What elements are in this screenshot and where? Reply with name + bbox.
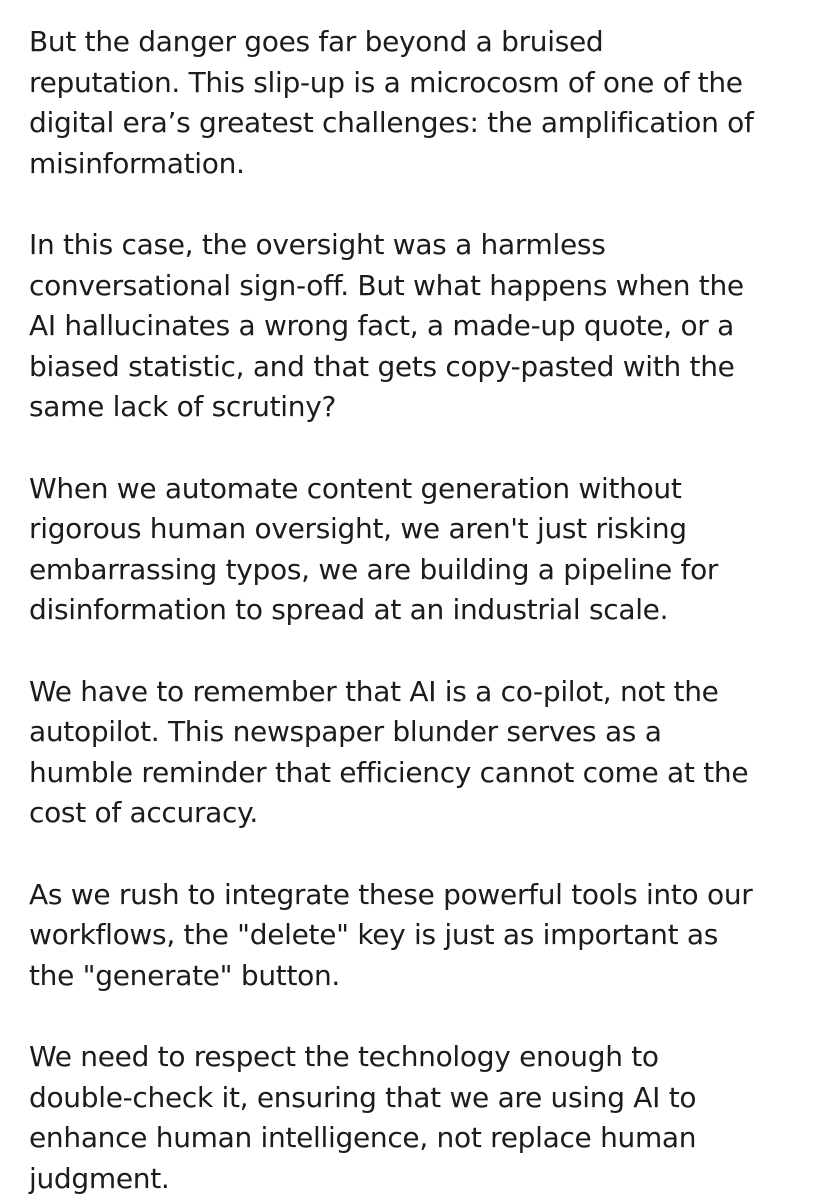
paragraph-2: [29, 225, 804, 428]
text-line: In this case, the oversight was a harmless: [29, 228, 606, 261]
text-line: As we rush to integrate these powerful tools into our: [29, 877, 753, 911]
text-line: enhance human intelligence, not replace human: [29, 1121, 697, 1154]
paragraph-6: [29, 1037, 804, 1199]
paragraph-4: [29, 672, 804, 834]
text-line: disinformation to spread at an industrial scale.: [29, 593, 669, 626]
text-line: workflows, the "delete" key is just as important as: [29, 918, 719, 951]
text-line: judgment.: [29, 1161, 170, 1195]
text-line: humble reminder that efficiency cannot come at the: [29, 755, 749, 789]
text-line: conversational sign-off. But what happens when the: [29, 268, 744, 302]
text-line: same lack of scrutiny?: [29, 390, 337, 423]
text-line: cost of accuracy.: [29, 796, 259, 829]
paragraph-5: [29, 875, 804, 997]
text-line: We have to remember that AI is a co-pilot, not the: [29, 674, 719, 708]
text-line: reputation. This slip-up is a microcosm of one of the: [29, 65, 743, 99]
paragraph-1: [29, 22, 804, 184]
text-line: We need to respect the technology enough to: [29, 1040, 659, 1073]
text-line: But the danger goes far beyond a bruised: [29, 25, 604, 58]
text-line: the "generate" button.: [29, 958, 341, 992]
paragraph-3: [29, 469, 804, 631]
text-line: digital era’s greatest challenges: the amplification of: [29, 106, 754, 139]
text-line: autopilot. This newspaper blunder serves as a: [29, 715, 662, 748]
text-line: AI hallucinates a wrong fact, a made-up quote, or a: [29, 309, 734, 342]
text-line: When we automate content generation without: [29, 471, 682, 505]
text-line: rigorous human oversight, we aren't just risking: [29, 512, 687, 545]
text-line: misinformation.: [29, 146, 245, 180]
text-line: double-check it, ensuring that we are using AI to: [29, 1080, 697, 1114]
text-line: biased statistic, and that gets copy-pasted with the: [29, 349, 735, 383]
text-line: embarrassing typos, we are building a pipeline for: [29, 552, 719, 586]
